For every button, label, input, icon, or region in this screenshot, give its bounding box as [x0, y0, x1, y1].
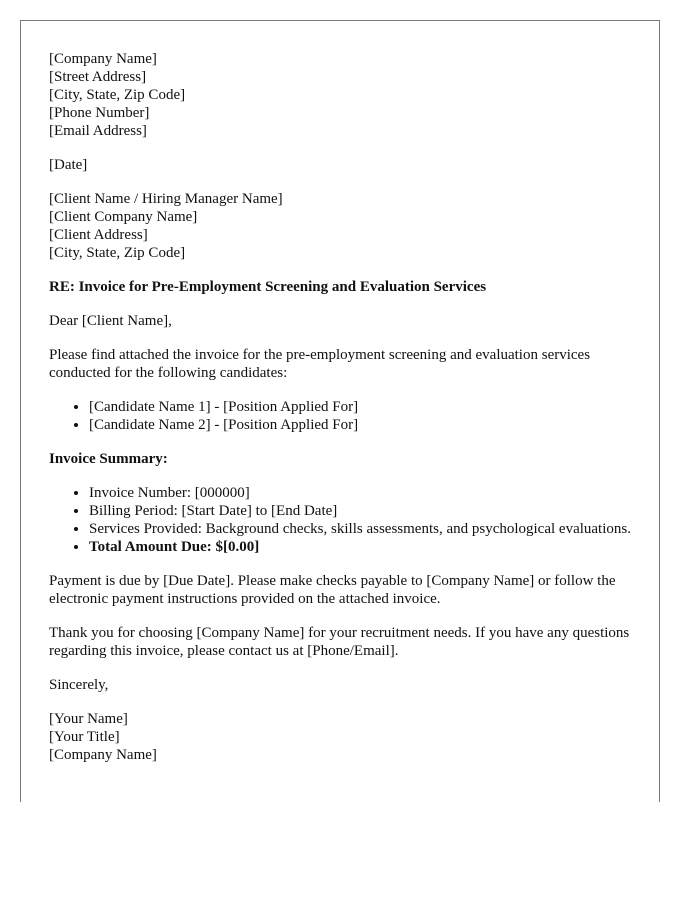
signature-company: [Company Name] [49, 747, 157, 763]
recipient-city-state-zip: [City, State, Zip Code] [49, 245, 186, 261]
signature-block [49, 710, 639, 764]
recipient-address-block [49, 190, 639, 262]
candidate-list [49, 398, 639, 434]
letter-page [20, 20, 660, 802]
total-amount-item: • Total Amount Due: $[0.00] [89, 538, 639, 556]
candidate-list-item: • [Candidate Name 1] - [Position Applied For] [89, 398, 639, 416]
billing-period-item: • Billing Period: [Start Date] to [End Date] [89, 502, 639, 520]
sender-street-address: [Street Address] [49, 69, 147, 85]
sender-email: [Email Address] [49, 123, 147, 139]
intro-paragraph: Please find attached the invoice for the pre-employment screening and evaluation services conducted for the following candidates: [49, 347, 591, 381]
sender-city-state-zip: [City, State, Zip Code] [49, 87, 186, 103]
recipient-company: [Client Company Name] [49, 209, 198, 225]
signature-title: [Your Title] [49, 729, 120, 745]
letter-date: [Date] [49, 157, 88, 173]
candidate-list-item: • [Candidate Name 2] - [Position Applied For] [89, 416, 639, 434]
signature-name: [Your Name] [49, 711, 128, 727]
recipient-address: [Client Address] [49, 227, 148, 243]
closing: Sincerely, [49, 677, 109, 693]
invoice-number-item: • Invoice Number: [000000] [89, 484, 639, 502]
subject-line: RE: Invoice for Pre-Employment Screening and Evaluation Services [49, 279, 487, 295]
recipient-name: [Client Name / Hiring Manager Name] [49, 191, 283, 207]
invoice-summary-list [49, 484, 639, 556]
salutation: Dear [Client Name], [49, 313, 172, 329]
services-provided-item: • Services Provided: Background checks, skills assessments, and psychological evaluations. [89, 520, 639, 538]
sender-company-name: [Company Name] [49, 51, 157, 67]
thanks-paragraph: Thank you for choosing [Company Name] for your recruitment needs. If you have any questions regarding this invoice, please contact us at [Phone/Email]. [49, 625, 630, 659]
invoice-summary-heading: Invoice Summary: [49, 451, 168, 467]
sender-phone: [Phone Number] [49, 105, 150, 121]
sender-address-block [49, 50, 639, 140]
payment-paragraph: Payment is due by [Due Date]. Please make checks payable to [Company Name] or follow the electronic payment instructions provided on the attached invoice. [49, 573, 616, 607]
letter-body [49, 50, 639, 764]
